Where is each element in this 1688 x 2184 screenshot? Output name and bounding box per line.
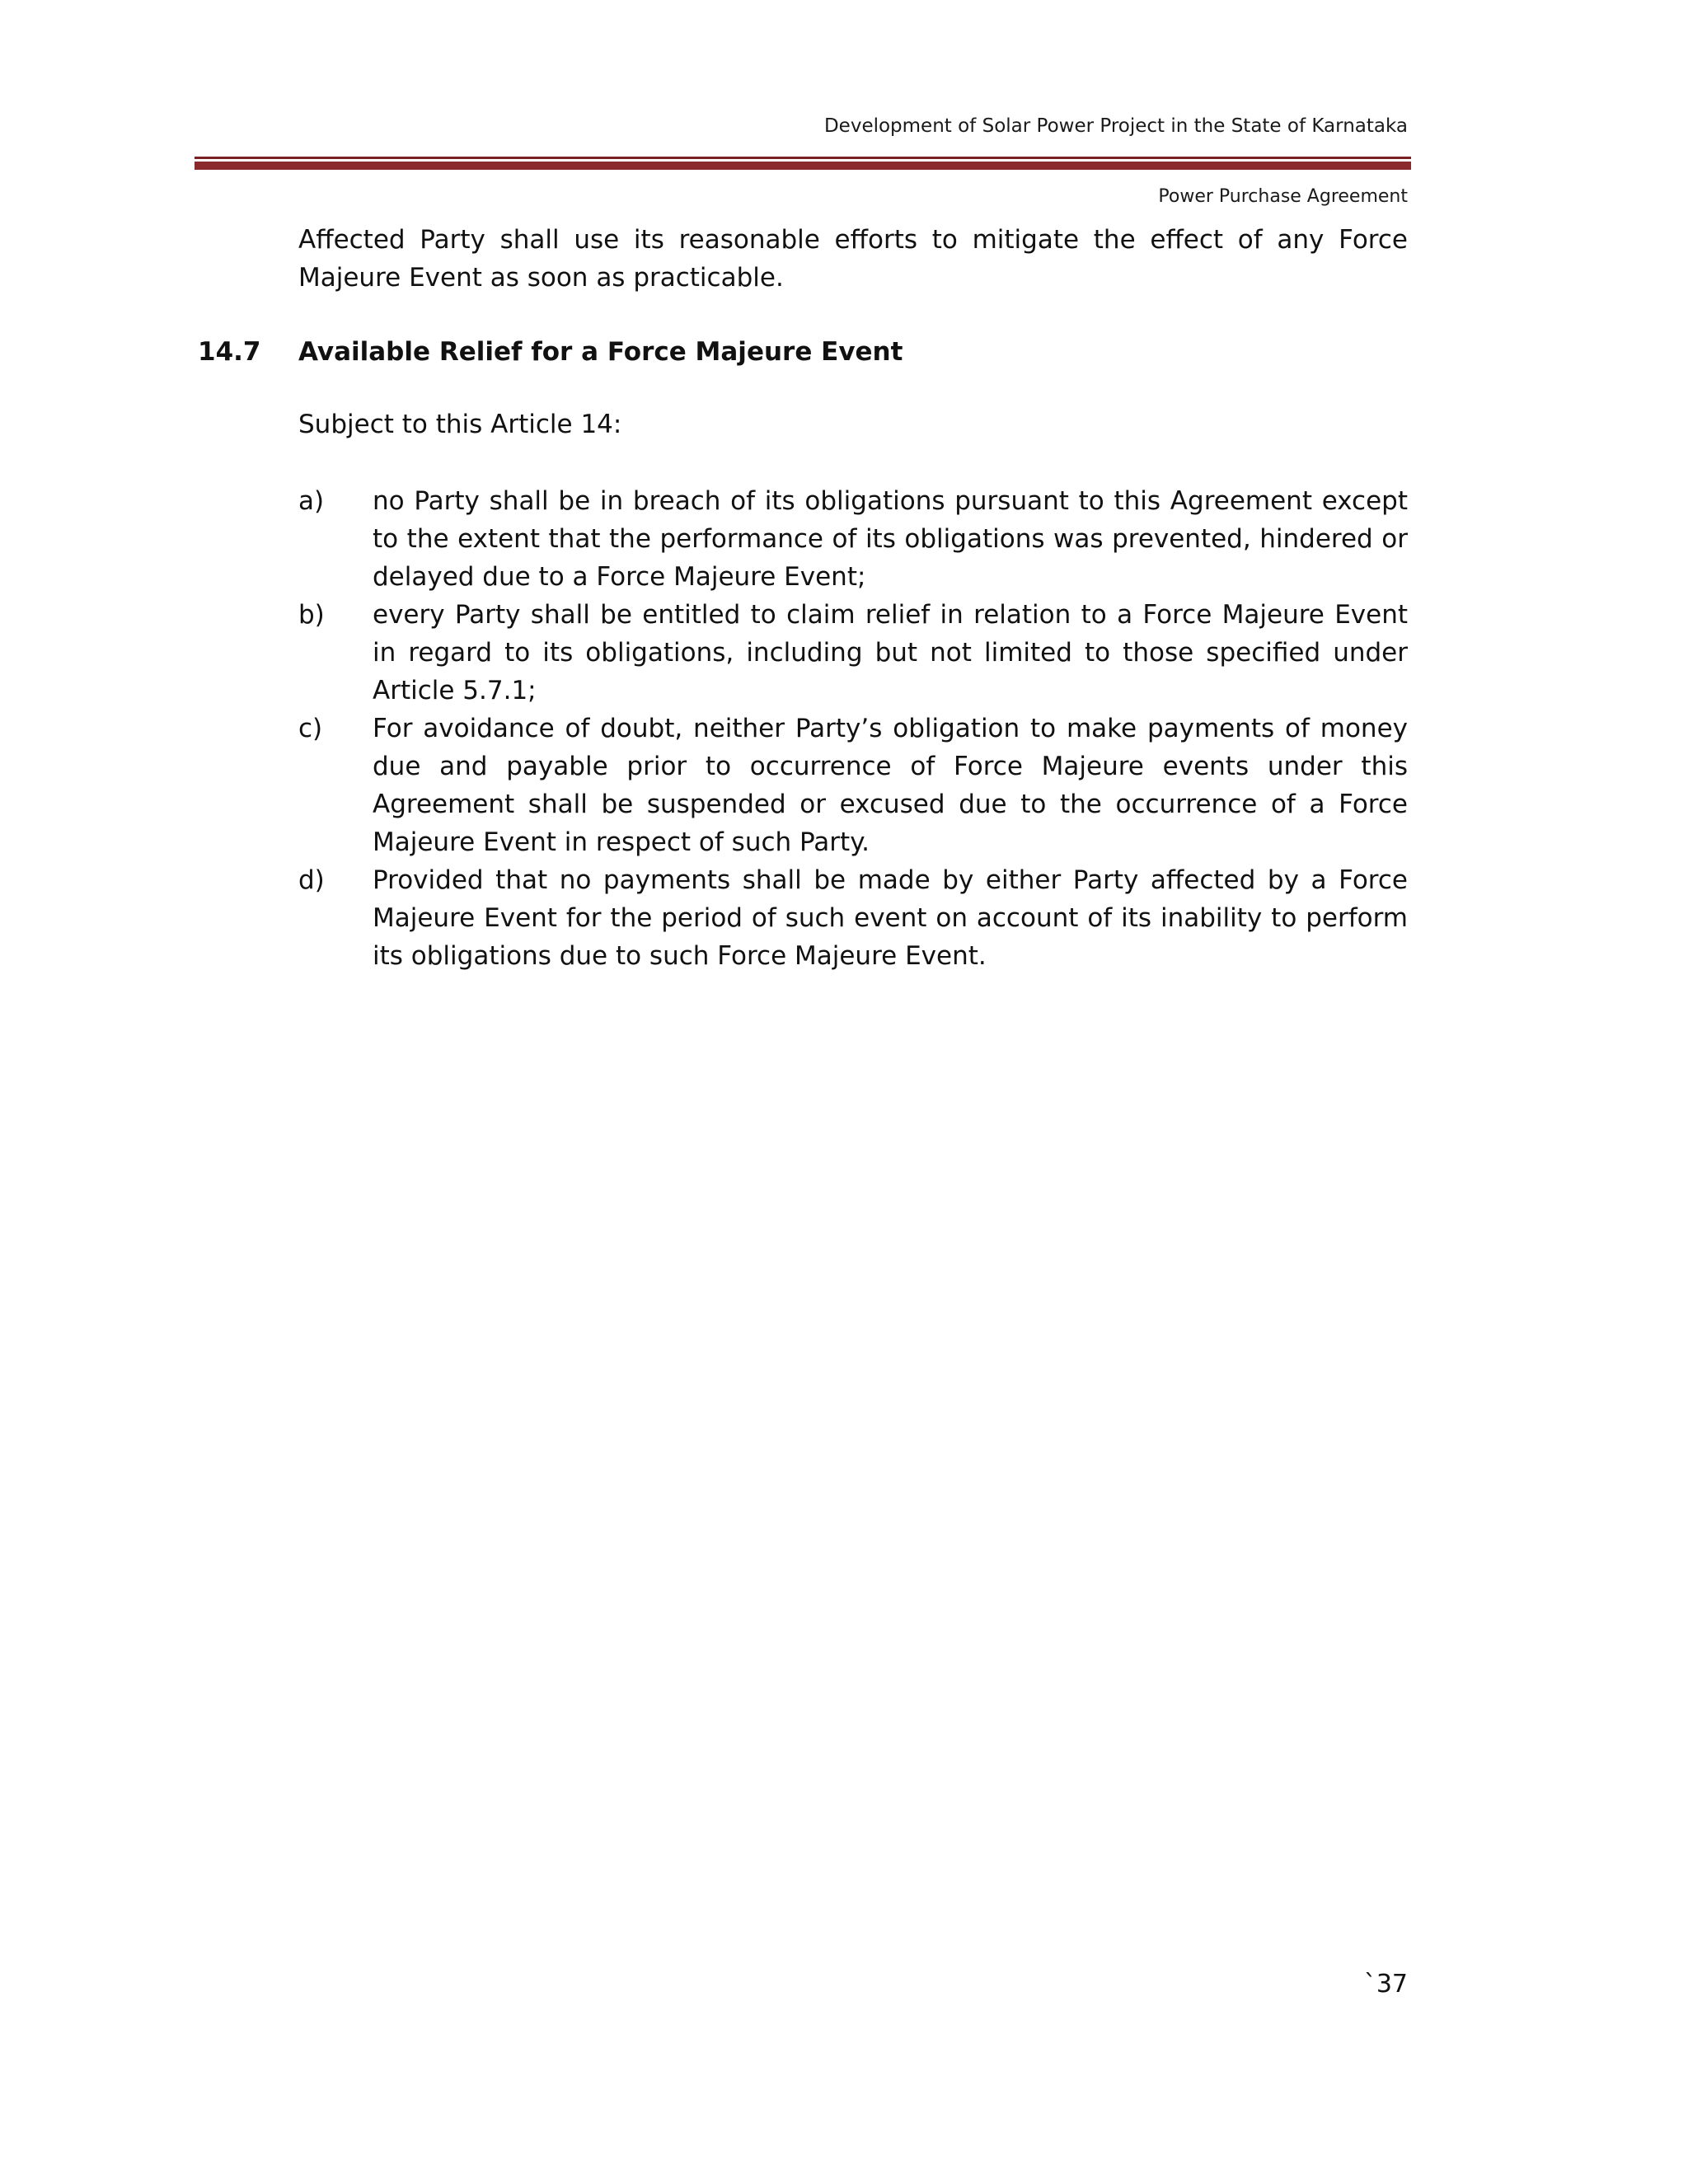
list-item-text: every Party shall be entitled to claim relief in relation to a Force Majeure Event in regard to its obligations, including but not limited to those specified under Article 5.7.1;	[373, 600, 1408, 705]
intro-paragraph: Affected Party shall use its reasonable efforts to mitigate the effect of any Force Majeure Event as soon as practicable.	[298, 225, 1408, 293]
list-item-marker: b)	[298, 600, 325, 630]
list-item-text: Provided that no payments shall be made by either Party affected by a Force Majeure Event for the period of such event on account of its inability to perform its obligations due to such Force Majeure Event.	[373, 865, 1408, 971]
list-item-marker: c)	[298, 714, 323, 743]
section-number: 14.7	[198, 337, 261, 367]
relief-list	[298, 482, 1408, 975]
section-title: Available Relief for a Force Majeure Event	[298, 337, 903, 367]
header-subtitle: Power Purchase Agreement	[1158, 186, 1408, 207]
list-item	[298, 861, 1408, 975]
list-item	[298, 710, 1408, 861]
header-rule-thick	[195, 162, 1411, 170]
header-title: Development of Solar Power Project in the State of Karnataka	[823, 115, 1408, 137]
list-item	[298, 596, 1408, 710]
list-item	[298, 482, 1408, 596]
header-rule-thin	[195, 157, 1411, 159]
list-item-marker: d)	[298, 865, 325, 895]
list-item-text: For avoidance of doubt, neither Party’s obligation to make payments of money due and payable prior to occurrence of Force Majeure events under this Agreement shall be suspended or excused due to the occurrence of a Force Majeure Event in respect of such Party.	[373, 714, 1408, 857]
page-number: `37	[1363, 1970, 1408, 1999]
subject-line: Subject to this Article 14:	[298, 410, 622, 439]
list-item-text: no Party shall be in breach of its obligations pursuant to this Agreement except to the extent that the performance of its obligations was prevented, hindered or delayed due to a Force Majeure Event;	[373, 486, 1408, 592]
list-item-marker: a)	[298, 486, 325, 516]
